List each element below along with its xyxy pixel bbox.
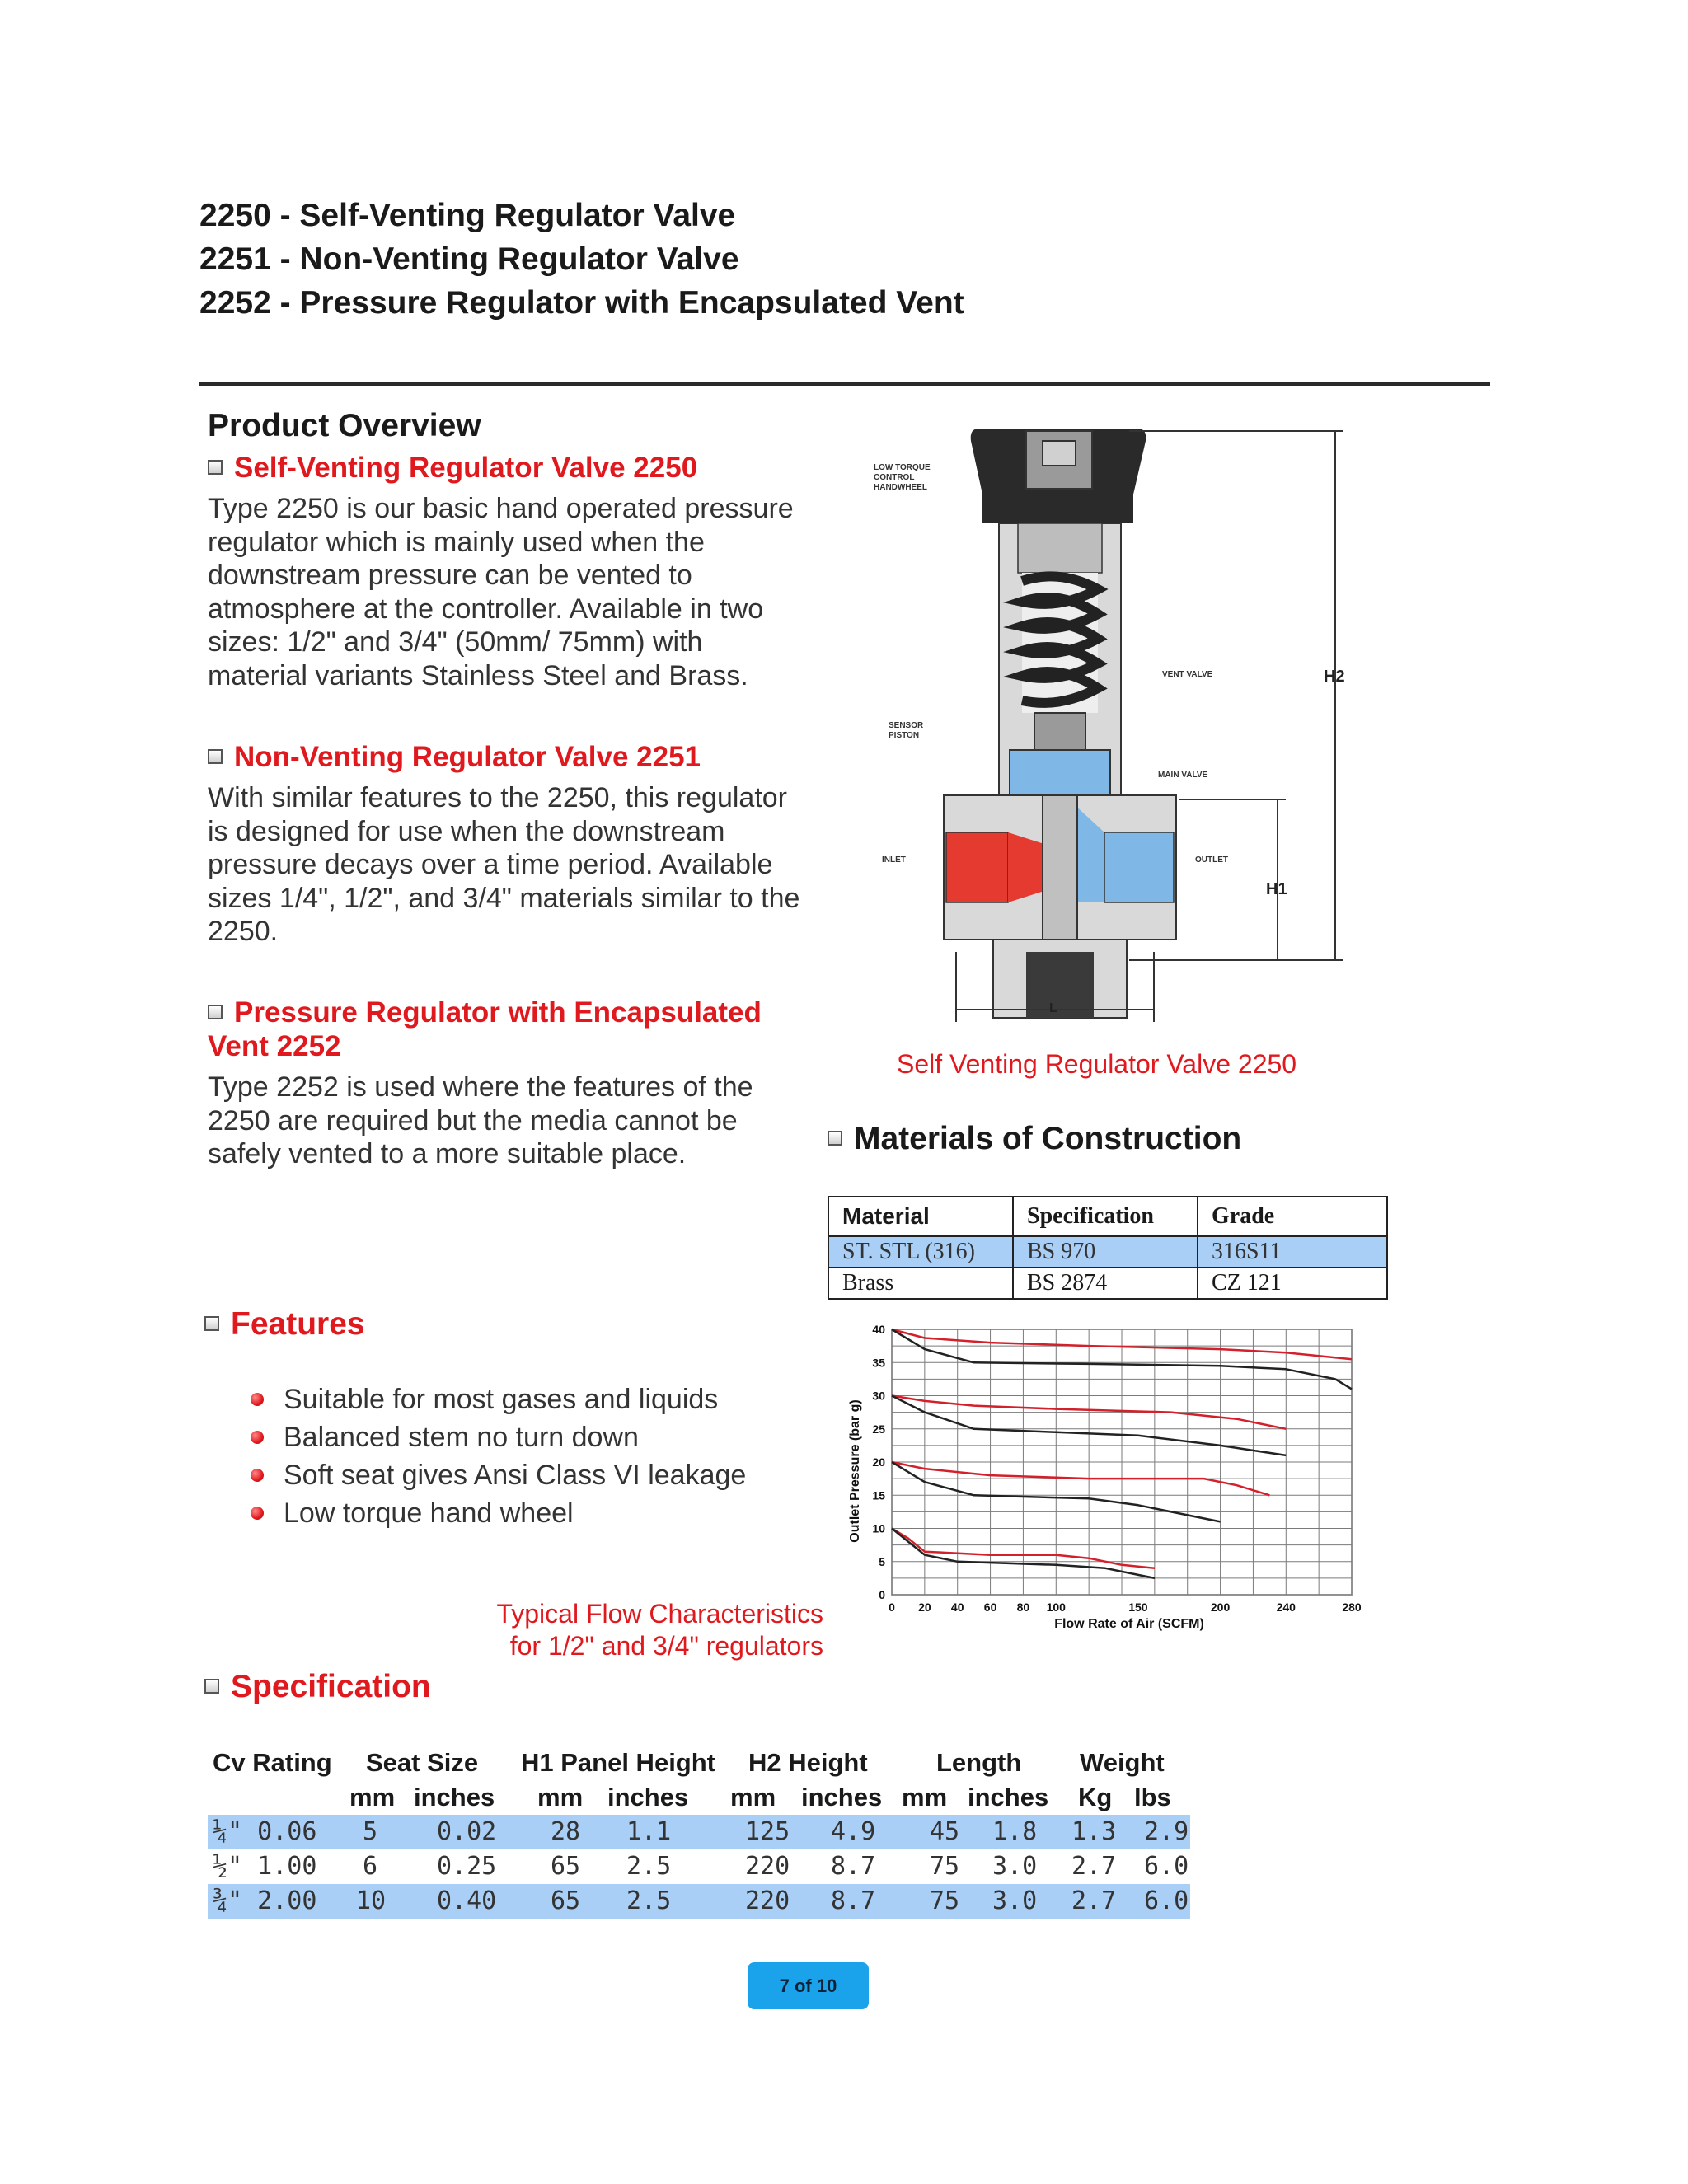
specification-table bbox=[208, 1746, 1190, 1919]
features-list bbox=[251, 1380, 746, 1532]
checkbox-bullet-icon bbox=[828, 1131, 842, 1146]
red-bullet-icon bbox=[251, 1393, 264, 1406]
flow-characteristics-chart bbox=[841, 1315, 1376, 1640]
chart-y-tick-label: 40 bbox=[872, 1323, 885, 1336]
title-2250: 2250 - Self-Venting Regulator Valve bbox=[199, 198, 736, 233]
title-2252: 2252 - Pressure Regulator with Encapsulated Vent bbox=[199, 285, 964, 321]
materials-header-row: Material Specification Grade bbox=[828, 1197, 1387, 1236]
chart-y-tick-label: 25 bbox=[872, 1422, 885, 1436]
svg-text:MAIN VALVE: MAIN VALVE bbox=[1158, 771, 1208, 780]
overview-item-2250-title: Self-Venting Regulator Valve 2250 bbox=[208, 452, 697, 485]
materials-heading: Materials of Construction bbox=[828, 1121, 1241, 1157]
svg-text:SENSOR: SENSOR bbox=[889, 721, 924, 730]
svg-text:CONTROL: CONTROL bbox=[874, 473, 915, 482]
table-row: ¾" 2.00 10 0.40 65 2.5 220 8.7 75 3.0 2.7 6.0 bbox=[208, 1884, 1190, 1919]
sensor-piston bbox=[1010, 750, 1110, 795]
chart-x-tick-label: 100 bbox=[1046, 1601, 1066, 1614]
chart-y-tick-label: 35 bbox=[872, 1356, 885, 1370]
checkbox-bullet-icon bbox=[204, 1679, 219, 1694]
materials-table bbox=[828, 1196, 1388, 1300]
red-bullet-icon bbox=[251, 1469, 264, 1482]
chart-x-tick-label: 150 bbox=[1128, 1601, 1148, 1614]
overview-item-2250-text: Type 2250 is our basic hand operated pressure regulator which is mainly used when the downstream pressure can be vented to atmosphere at the controller. Available in two sizes: 1/2" and 3/4" (50mm/ 75mm) with material variants Stainless Steel and Brass. bbox=[208, 493, 794, 691]
diagram-caption: Self Venting Regulator Valve 2250 bbox=[897, 1049, 1297, 1079]
chart-y-tick-label: 30 bbox=[872, 1389, 885, 1403]
overview-item-2251-title: Non-Venting Regulator Valve 2251 bbox=[208, 741, 701, 774]
checkbox-bullet-icon bbox=[204, 1316, 219, 1331]
svg-text:LOW TORQUE: LOW TORQUE bbox=[874, 463, 931, 472]
chart-x-tick-label: 40 bbox=[950, 1601, 964, 1614]
checkbox-bullet-icon bbox=[208, 1005, 223, 1019]
svg-text:L: L bbox=[1049, 1001, 1057, 1015]
chart-x-tick-label: 280 bbox=[1342, 1601, 1362, 1614]
spec-unit-header-row: mm inches mm inches mm inches mm inches Kg lbs bbox=[349, 1783, 1171, 1811]
table-row: ST. STL (316) BS 970 316S11 bbox=[828, 1236, 1387, 1268]
spec-group-header-row: Cv Rating Seat Size H1 Panel Height H2 Height Length Weight bbox=[213, 1748, 1165, 1777]
outlet-port bbox=[1104, 832, 1174, 902]
list-item: Balanced stem no turn down bbox=[251, 1418, 746, 1456]
list-item: Suitable for most gases and liquids bbox=[251, 1380, 746, 1418]
svg-text:PISTON: PISTON bbox=[889, 731, 920, 740]
chart-y-tick-label: 10 bbox=[872, 1521, 885, 1535]
x-axis-label: Flow Rate of Air (SCFM) bbox=[1054, 1617, 1204, 1631]
svg-text:OUTLET: OUTLET bbox=[1195, 855, 1228, 865]
list-item: Soft seat gives Ansi Class VI leakage bbox=[251, 1456, 746, 1494]
svg-text:H1: H1 bbox=[1266, 880, 1287, 898]
chart-y-tick-label: 5 bbox=[879, 1554, 885, 1568]
checkbox-bullet-icon bbox=[208, 460, 223, 475]
chart-x-tick-label: 60 bbox=[983, 1601, 997, 1614]
svg-text:INLET: INLET bbox=[882, 855, 906, 865]
checkbox-bullet-icon bbox=[208, 749, 223, 764]
table-row: Brass BS 2874 CZ 121 bbox=[828, 1268, 1387, 1299]
y-axis-label: Outlet Pressure (bar g) bbox=[848, 1399, 862, 1543]
red-bullet-icon bbox=[251, 1507, 264, 1520]
title-2251: 2251 - Non-Venting Regulator Valve bbox=[199, 241, 739, 277]
overview-item-2252-title-cont: Vent 2252 bbox=[208, 1030, 341, 1062]
chart-y-tick-label: 20 bbox=[872, 1455, 885, 1469]
section-divider bbox=[199, 382, 1490, 386]
valve-cutaway-diagram bbox=[857, 416, 1401, 1026]
chart-y-tick-label: 0 bbox=[879, 1588, 885, 1601]
chart-x-tick-label: 0 bbox=[889, 1601, 895, 1614]
table-row: ½" 1.00 6 0.25 65 2.5 220 8.7 75 3.0 2.7 6.0 bbox=[213, 1852, 1189, 1881]
list-item: Low torque hand wheel bbox=[251, 1494, 746, 1532]
page-number-badge: 7 of 10 bbox=[748, 1962, 869, 2009]
spring-coil bbox=[1022, 573, 1098, 713]
table-row: ¼" 0.06 5 0.02 28 1.1 125 4.9 45 1.8 1.3 2.9 bbox=[208, 1815, 1190, 1849]
chart-x-tick-label: 80 bbox=[1016, 1601, 1030, 1614]
product-overview-heading: Product Overview bbox=[208, 408, 481, 443]
features-heading: Features bbox=[204, 1306, 365, 1343]
red-bullet-icon bbox=[251, 1431, 264, 1444]
overview-item-2252-text: Type 2252 is used where the features of the 2250 are required but the media cannot be safely vented to a more suitable place. bbox=[208, 1071, 753, 1169]
inlet-port bbox=[946, 832, 1008, 902]
flow-caption: Typical Flow Characteristics for 1/2" and 3/4" regulators bbox=[496, 1599, 823, 1661]
specification-heading: Specification bbox=[204, 1669, 431, 1705]
chart-y-tick-label: 15 bbox=[872, 1488, 885, 1502]
svg-text:H2: H2 bbox=[1324, 668, 1345, 686]
svg-text:HANDWHEEL: HANDWHEEL bbox=[874, 483, 927, 492]
chart-x-tick-label: 200 bbox=[1210, 1601, 1231, 1614]
overview-item-2252-title: Pressure Regulator with Encapsulated bbox=[208, 996, 762, 1029]
svg-text:VENT VALVE: VENT VALVE bbox=[1162, 670, 1213, 679]
chart-x-tick-label: 20 bbox=[918, 1601, 931, 1614]
chart-x-tick-label: 240 bbox=[1276, 1601, 1296, 1614]
overview-item-2251-text: With similar features to the 2250, this regulator is designed for use when the downstream pressure decays over a time period. Available sizes 1/4", 1/2", and 3/4" materials similar to the 2250. bbox=[208, 782, 800, 947]
